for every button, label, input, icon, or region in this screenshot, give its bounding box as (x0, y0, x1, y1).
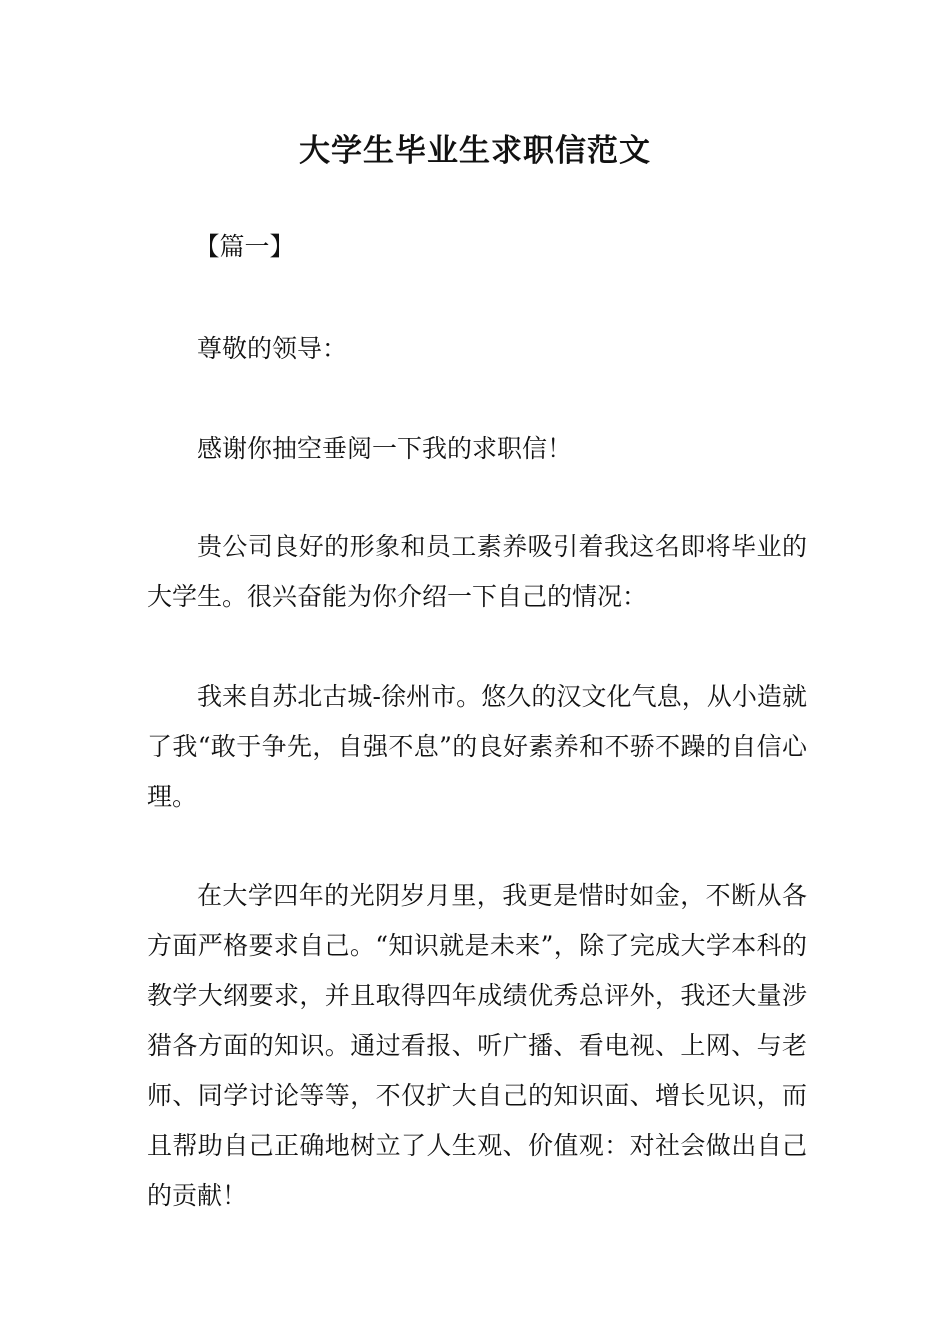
paragraph-university: 在大学四年的光阴岁月里，我更是惜时如金，不断从各方面严格要求自己。“知识就是未来”，除了完成大学本科的教学大纲要求，并且取得四年成绩优秀总评外，我还大量涉猎各方面的知识。通过看报、听广播、看电视、上网、与老师、同学讨论等等，不仅扩大自己的知识面、增长见识，而且帮助自己正确地树立了人生观、价值观：对社会做出自己的贡献！ (147, 881, 807, 1210)
page-title: 大学生毕业生求职信范文 (299, 133, 651, 169)
paragraph-hometown: 我来自苏北古城-徐州市。悠久的汉文化气息，从小造就了我“敢于争先，自强不息”的良好素养和不骄不躁的自信心理。 (147, 682, 807, 811)
section-label: 【篇一】 (194, 232, 295, 261)
paragraph-thanks: 感谢你抽空垂阅一下我的求职信！ (197, 434, 573, 463)
salutation: 尊敬的领导： (197, 334, 348, 363)
paragraph-introduction: 贵公司良好的形象和员工素养吸引着我这名即将毕业的大学生。很兴奋能为你介绍一下自己的情况： (147, 532, 807, 611)
